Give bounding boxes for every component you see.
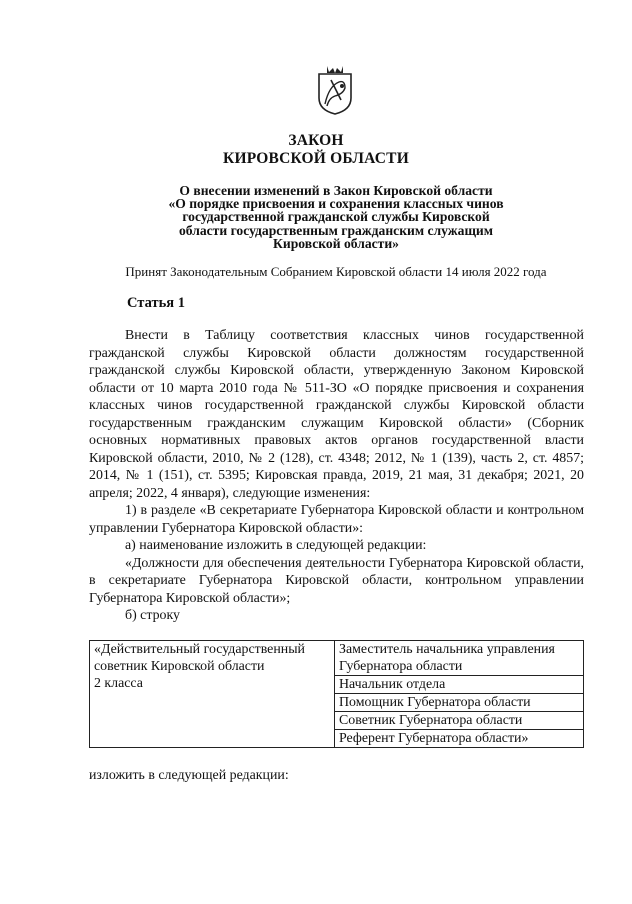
paragraph: 1) в разделе «В секретариате Губернатора Кировской области и контрольном управлении Губернатора Кировской области»: — [89, 503, 584, 536]
adoption-note: Принят Законодательным Собранием Кировской области 14 июля 2022 года — [125, 264, 547, 279]
article-body — [89, 327, 584, 625]
law-title: ЗАКОН — [288, 132, 344, 149]
coat-of-arms-icon — [315, 64, 355, 116]
after-table-text: изложить в следующей редакции: — [89, 768, 289, 783]
position-cell: Начальник отдела — [335, 676, 584, 694]
paragraph: б) строку — [125, 608, 180, 623]
position-cell: Заместитель начальника управления Губернатора области — [335, 641, 584, 676]
paragraph: а) наименование изложить в следующей редакции: — [125, 538, 427, 553]
subtitle-line: государственной гражданской службы Кировской — [182, 209, 490, 225]
subtitle-line: Кировской области» — [273, 235, 399, 251]
subtitle-line: О внесении изменений в Закон Кировской области — [179, 183, 493, 198]
law-subtitle — [120, 184, 552, 250]
rank-line: 2 класса — [94, 676, 143, 691]
rank-line: «Действительный государственный — [94, 642, 305, 657]
position-cell: Референт Губернатора области» — [335, 730, 584, 748]
paragraph: Внести в Таблицу соответствия классных чинов государственной гражданской службы Кировской области должностям государственной гражданской службы Кировской области, утвержденную Законом Кировской области от 10 марта 2010 года № 511-ЗО «О порядке присвоения и сохранения классных чинов государственной гражданской службы Кировской области государственным гражданским служащим Кировской области» (Сборник основных нормативных правовых актов органов государственной власти Кировской области, 2010, № 2 (128), ст. 4348; 2012, № 1 (139), часть 2, ст. 4857; 2014, № 1 (151), ст. 5395; Кировская правда, 2019, 21 мая, 31 декабря; 2021, 20 апреля; 2022, 4 января), следующие изменения: — [89, 328, 584, 501]
table-row — [90, 641, 584, 676]
position-cell: Помощник Губернатора области — [335, 694, 584, 712]
subtitle-line: области государственным гражданским служащим — [178, 222, 494, 238]
article-title: Статья 1 — [127, 295, 185, 311]
rank-line: советник Кировской области — [94, 659, 265, 674]
rank-position-table — [89, 640, 584, 748]
region-title: КИРОВСКОЙ ОБЛАСТИ — [223, 150, 409, 167]
rank-cell — [90, 641, 335, 748]
position-cell: Советник Губернатора области — [335, 712, 584, 730]
subtitle-line: «О порядке присвоения и сохранения классных чинов — [168, 196, 504, 212]
paragraph: «Должности для обеспечения деятельности Губернатора Кировской области, в секретариате Губернатора Кировской области, контрольном управлении Губернатора Кировской области»; — [89, 555, 584, 606]
